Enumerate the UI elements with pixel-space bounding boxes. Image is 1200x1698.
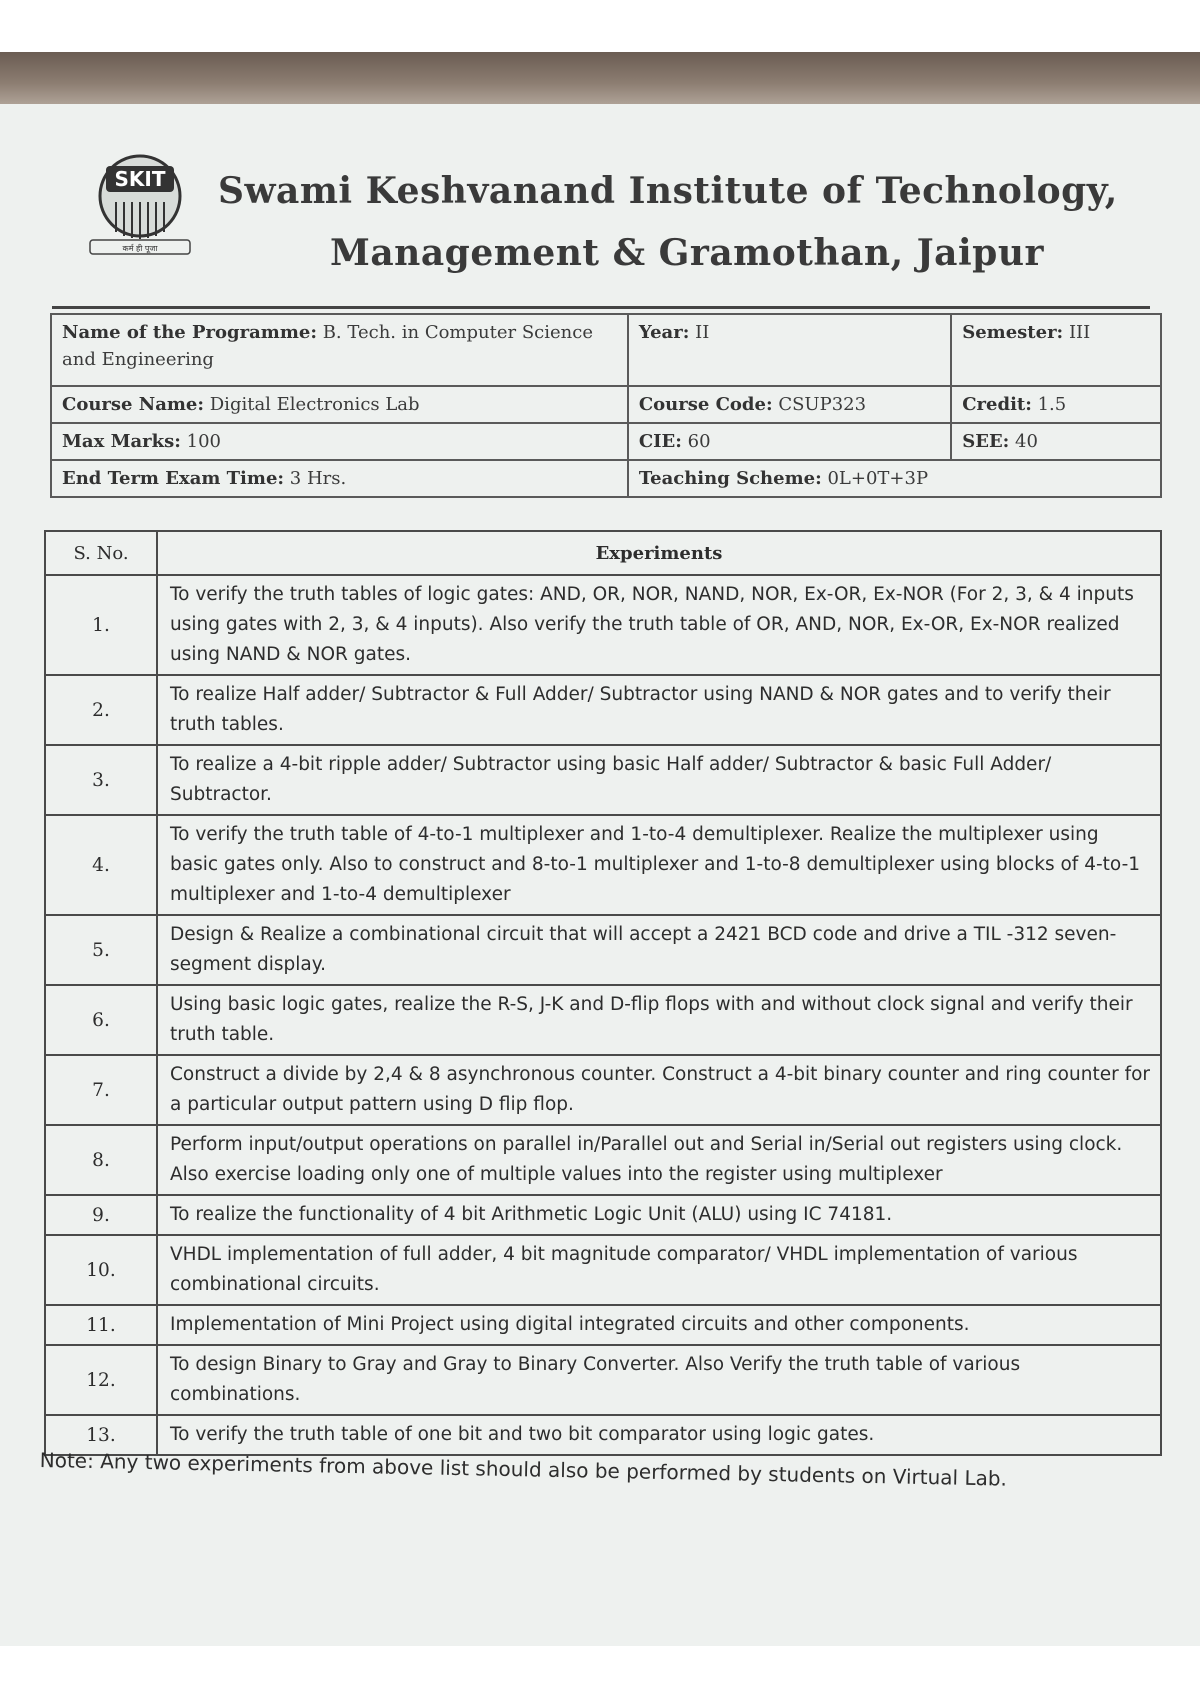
- table-row: [45, 915, 1161, 985]
- experiment-text: Using basic logic gates, realize the R-S, J-K and D-flip flops with and without clock signal and verify their truth table.: [157, 985, 1161, 1055]
- header-rule: [52, 306, 1150, 309]
- experiment-number: 8.: [45, 1125, 157, 1195]
- experiment-number: 4.: [45, 815, 157, 915]
- experiment-text: To verify the truth tables of logic gates: AND, OR, NOR, NAND, NOR, Ex-OR, Ex-NOR (For 2, 3, & 4 inputs using gates with 2, 3, & 4 inputs). Also verify the truth table of OR, AND, NOR, Ex-OR, Ex-NOR realized using NAND & NOR gates.: [157, 575, 1161, 675]
- experiment-text: To verify the truth table of 4-to-1 multiplexer and 1-to-4 demultiplexer. Realize the multiplexer using basic gates only. Also to construct and 8-to-1 multiplexer and 1-to-8 demultiplexer using blocks of 4-to-1 multiplexer and 1-to-4 demultiplexer: [157, 815, 1161, 915]
- experiment-number: 6.: [45, 985, 157, 1055]
- table-row: [45, 575, 1161, 675]
- experiment-number: 5.: [45, 915, 157, 985]
- experiment-number: 10.: [45, 1235, 157, 1305]
- table-row: [45, 1415, 1161, 1455]
- table-row: [45, 1235, 1161, 1305]
- credit-cell: Credit: 1.5: [951, 386, 1161, 423]
- course-info-table: [50, 313, 1162, 498]
- experiments-header: Experiments: [157, 531, 1161, 575]
- table-row: [45, 985, 1161, 1055]
- info-row: [51, 314, 1161, 386]
- photo-background-strip: [0, 52, 1200, 108]
- experiment-number: 2.: [45, 675, 157, 745]
- table-row: [45, 1305, 1161, 1345]
- svg-text:कर्म ही पूजा: कर्म ही पूजा: [122, 244, 158, 253]
- skit-logo: [86, 152, 194, 256]
- experiment-number: 9.: [45, 1195, 157, 1235]
- exam-time-cell: End Term Exam Time: 3 Hrs.: [51, 460, 628, 497]
- max-marks-cell: Max Marks: 100: [51, 423, 628, 460]
- experiment-number: 13.: [45, 1415, 157, 1455]
- sno-header: S. No.: [45, 531, 157, 575]
- table-row: [45, 815, 1161, 915]
- institute-title-line1: Swami Keshvanand Institute of Technology,: [218, 170, 1118, 212]
- programme-cell: Name of the Programme: B. Tech. in Computer Science and Engineering: [51, 314, 628, 386]
- course-name-cell: Course Name: Digital Electronics Lab: [51, 386, 628, 423]
- course-code-cell: Course Code: CSUP323: [628, 386, 951, 423]
- experiments-body: [45, 575, 1161, 1455]
- info-row: [51, 386, 1161, 423]
- cie-cell: CIE: 60: [628, 423, 951, 460]
- semester-cell: Semester: III: [951, 314, 1161, 386]
- experiment-text: VHDL implementation of full adder, 4 bit magnitude comparator/ VHDL implementation of various combinational circuits.: [157, 1235, 1161, 1305]
- teaching-scheme-cell: Teaching Scheme: 0L+0T+3P: [628, 460, 1161, 497]
- virtual-lab-note: Note: Any two experiments from above list should also be performed by students on Virtual Lab.: [39, 1448, 1008, 1491]
- experiment-text: Construct a divide by 2,4 & 8 asynchronous counter. Construct a 4-bit binary counter and ring counter for a particular output pattern using D flip flop.: [157, 1055, 1161, 1125]
- institute-title-line2: Management & Gramothan, Jaipur: [330, 232, 1044, 274]
- experiment-number: 3.: [45, 745, 157, 815]
- svg-text:SKIT: SKIT: [114, 167, 166, 191]
- experiment-number: 1.: [45, 575, 157, 675]
- table-row: [45, 1125, 1161, 1195]
- experiment-text: To realize Half adder/ Subtractor & Full Adder/ Subtractor using NAND & NOR gates and to verify their truth tables.: [157, 675, 1161, 745]
- year-cell: Year: II: [628, 314, 951, 386]
- experiment-text: To realize the functionality of 4 bit Arithmetic Logic Unit (ALU) using IC 74181.: [157, 1195, 1161, 1235]
- table-row: [45, 1055, 1161, 1125]
- experiment-text: To verify the truth table of one bit and two bit comparator using logic gates.: [157, 1415, 1161, 1455]
- experiment-number: 12.: [45, 1345, 157, 1415]
- experiment-text: Implementation of Mini Project using digital integrated circuits and other components.: [157, 1305, 1161, 1345]
- table-row: [45, 1345, 1161, 1415]
- experiment-text: To design Binary to Gray and Gray to Binary Converter. Also Verify the truth table of various combinations.: [157, 1345, 1161, 1415]
- experiment-number: 7.: [45, 1055, 157, 1125]
- experiment-text: To realize a 4-bit ripple adder/ Subtractor using basic Half adder/ Subtractor & basic Full Adder/ Subtractor.: [157, 745, 1161, 815]
- table-row: [45, 675, 1161, 745]
- experiment-number: 11.: [45, 1305, 157, 1345]
- info-row: [51, 460, 1161, 497]
- experiments-table: [44, 530, 1162, 1456]
- table-row: [45, 1195, 1161, 1235]
- experiments-header-row: [45, 531, 1161, 575]
- experiment-text: Perform input/output operations on parallel in/Parallel out and Serial in/Serial out registers using clock. Also exercise loading only one of multiple values into the register using multiplexer: [157, 1125, 1161, 1195]
- info-row: [51, 423, 1161, 460]
- experiment-text: Design & Realize a combinational circuit that will accept a 2421 BCD code and drive a TIL -312 seven-segment display.: [157, 915, 1161, 985]
- see-cell: SEE: 40: [951, 423, 1161, 460]
- table-row: [45, 745, 1161, 815]
